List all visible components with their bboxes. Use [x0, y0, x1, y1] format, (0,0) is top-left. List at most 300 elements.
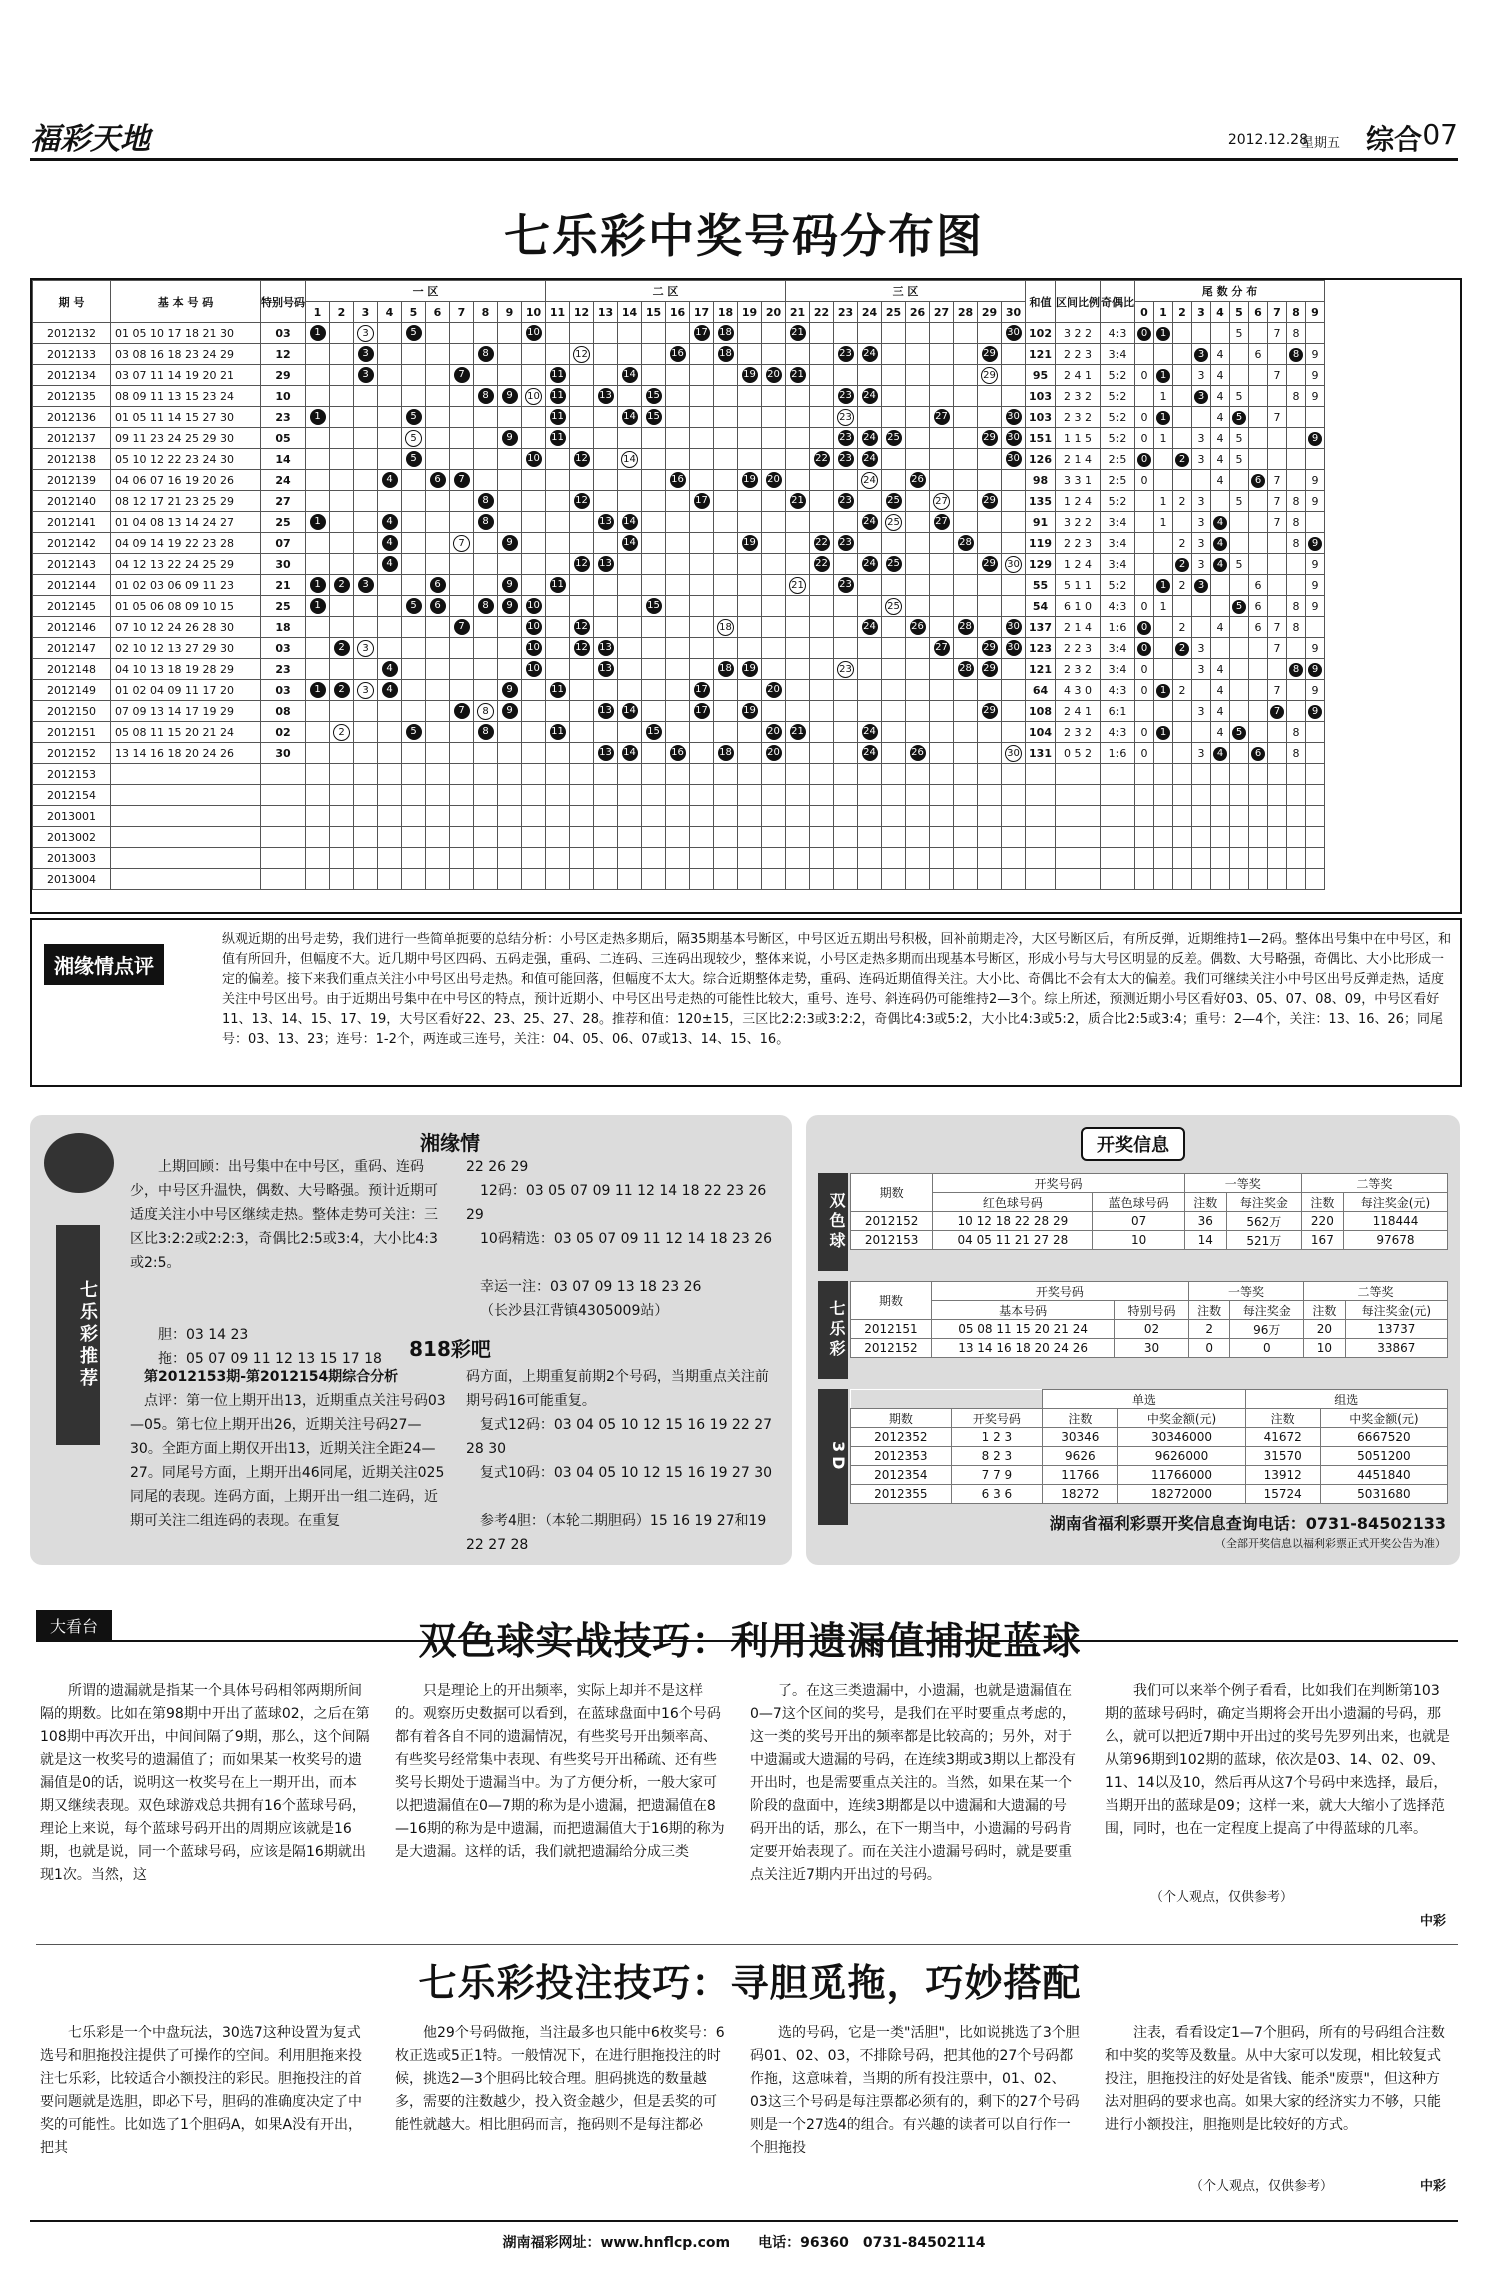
- cell-number: [450, 407, 474, 428]
- cell-tail: 1: [1154, 428, 1173, 449]
- cell-number: [522, 491, 546, 512]
- cell-number: [402, 617, 426, 638]
- cell-ratio: 5 1 1: [1056, 575, 1101, 596]
- cell-tail: [1249, 743, 1268, 764]
- cell-number: [594, 848, 618, 869]
- subheader-cell: 基本号码: [931, 1301, 1114, 1320]
- cell-number: [618, 386, 642, 407]
- cell-number: [906, 344, 930, 365]
- cell-number: [402, 575, 426, 596]
- cell-tail: [1154, 470, 1173, 491]
- cell-number: [306, 428, 330, 449]
- col-tail: 4: [1211, 302, 1230, 323]
- cell-number: [330, 344, 354, 365]
- drawn-ball: 3: [358, 346, 374, 362]
- table-row: [33, 512, 1325, 533]
- xyq-10-codes: 10码精选：03 05 07 09 11 12 14 18 23 26: [480, 1231, 773, 1247]
- cell-number: [858, 386, 882, 407]
- cell-period: 2012148: [33, 659, 111, 680]
- cell-number: [786, 764, 810, 785]
- cell-number: [570, 743, 594, 764]
- cell-number: [450, 617, 474, 638]
- cell-number: [594, 365, 618, 386]
- cell-number: [426, 827, 450, 848]
- cell-number: [858, 617, 882, 638]
- cell-number: [978, 638, 1002, 659]
- cell-tail: [1287, 575, 1306, 596]
- cell-number: [762, 827, 786, 848]
- cell-number: [642, 806, 666, 827]
- cell-number: [690, 701, 714, 722]
- cell-number: [810, 533, 834, 554]
- cell-number: [426, 512, 450, 533]
- cell-number: [618, 680, 642, 701]
- cell-number: [882, 743, 906, 764]
- cell-special: [261, 785, 306, 806]
- cell-number: [666, 617, 690, 638]
- xyq-station: （长沙县江背镇4305009站）: [480, 1303, 669, 1319]
- cell-number: [330, 554, 354, 575]
- drawn-ball: 4: [382, 661, 398, 677]
- cell-number: [738, 407, 762, 428]
- drawn-ball: 8: [478, 493, 494, 509]
- cell-number: [594, 722, 618, 743]
- cell-number: [882, 617, 906, 638]
- cell-tail: [1249, 470, 1268, 491]
- cell-number: [426, 449, 450, 470]
- table-cell: 10 12 18 22 28 29: [933, 1212, 1093, 1231]
- cell-period: 2012133: [33, 344, 111, 365]
- cell-number: [450, 785, 474, 806]
- cell-number: [450, 386, 474, 407]
- cell-number: [954, 701, 978, 722]
- cell-number: [690, 323, 714, 344]
- col-number: 4: [378, 302, 402, 323]
- cell-number: [930, 722, 954, 743]
- drawn-ball: 8: [478, 514, 494, 530]
- drawn-ball: 7: [454, 367, 470, 383]
- drawn-ball: 19: [742, 661, 758, 677]
- cell-number: [666, 722, 690, 743]
- cell-tail: 3: [1192, 428, 1211, 449]
- cell-number: [306, 344, 330, 365]
- drawn-ball: 6: [430, 577, 446, 593]
- cell-number: [426, 407, 450, 428]
- cell-number: [906, 659, 930, 680]
- cell-number: [786, 344, 810, 365]
- cell-special: 27: [261, 491, 306, 512]
- cell-sum: [1026, 869, 1056, 890]
- cell-number: [906, 407, 930, 428]
- tail-ball: 6: [1251, 747, 1265, 761]
- cell-number: [354, 827, 378, 848]
- cell-tail: [1249, 407, 1268, 428]
- subheader-cell: 开奖号码: [951, 1409, 1043, 1428]
- cell-number: [642, 323, 666, 344]
- cell-number: [690, 806, 714, 827]
- cell-number: [378, 701, 402, 722]
- b818-10-codes: 复式10码：03 04 05 10 12 15 16 19 27 30: [480, 1465, 773, 1481]
- col-number: 15: [642, 302, 666, 323]
- cell-number: [330, 680, 354, 701]
- cell-number: [978, 407, 1002, 428]
- cell-number: [522, 743, 546, 764]
- cell-period: 2012149: [33, 680, 111, 701]
- cell-ratio: [1056, 764, 1101, 785]
- cell-tail: [1230, 743, 1249, 764]
- col-number: 22: [810, 302, 834, 323]
- drawn-ball: 20: [766, 724, 782, 740]
- table-row: [33, 365, 1325, 386]
- cell-basic: [111, 848, 261, 869]
- col-tail: 5: [1230, 302, 1249, 323]
- cell-number: [570, 722, 594, 743]
- drawn-ball: 20: [766, 682, 782, 698]
- cell-number: [930, 533, 954, 554]
- col-tail: 8: [1287, 302, 1306, 323]
- cell-number: [330, 596, 354, 617]
- cell-number: [426, 701, 450, 722]
- cell-number: [426, 533, 450, 554]
- cell-number: [954, 785, 978, 806]
- cell-number: [858, 638, 882, 659]
- tail-ball: 4: [1213, 558, 1227, 572]
- cell-number: [978, 512, 1002, 533]
- cell-tail: [1173, 764, 1192, 785]
- cell-number: [906, 365, 930, 386]
- cell-number: [546, 512, 570, 533]
- cell-number: [642, 869, 666, 890]
- cell-ratio: 2 3 2: [1056, 386, 1101, 407]
- subheader-cell: 注数: [1184, 1193, 1226, 1212]
- cell-number: [954, 365, 978, 386]
- cell-number: [930, 344, 954, 365]
- cell-tail: [1287, 638, 1306, 659]
- cell-number: [354, 491, 378, 512]
- cell-number: [930, 869, 954, 890]
- cell-period: 2013004: [33, 869, 111, 890]
- drawn-ball: 21: [790, 724, 806, 740]
- cell-period: 2012143: [33, 554, 111, 575]
- cell-ratio: 0 5 2: [1056, 743, 1101, 764]
- table-row: [851, 1339, 1448, 1358]
- cell-tail: 3: [1192, 533, 1211, 554]
- cell-parity: 4:3: [1101, 722, 1135, 743]
- cell-number: [954, 596, 978, 617]
- cell-tail: [1287, 764, 1306, 785]
- cell-number: [306, 764, 330, 785]
- cell-number: [954, 512, 978, 533]
- cell-number: [378, 680, 402, 701]
- cell-tail: [1135, 554, 1154, 575]
- cell-period: 2013001: [33, 806, 111, 827]
- cell-number: [642, 764, 666, 785]
- tail-ball: 9: [1308, 705, 1322, 719]
- cell-tail: [1249, 365, 1268, 386]
- cell-tail: 0: [1135, 722, 1154, 743]
- cell-number: [426, 785, 450, 806]
- cell-tail: [1268, 554, 1287, 575]
- cell-number: [378, 785, 402, 806]
- cell-number: [978, 365, 1002, 386]
- cell-number: [402, 365, 426, 386]
- cell-number: [714, 764, 738, 785]
- cell-tail: [1192, 407, 1211, 428]
- cell-number: [834, 659, 858, 680]
- table-cell: 10: [1304, 1339, 1346, 1358]
- cell-number: [570, 617, 594, 638]
- cell-tail: 7: [1268, 491, 1287, 512]
- cell-number: [378, 449, 402, 470]
- tail-ball: 5: [1232, 411, 1246, 425]
- drawn-ball: 13: [598, 703, 614, 719]
- cell-period: 2012137: [33, 428, 111, 449]
- special-ball: 23: [837, 661, 854, 678]
- cell-number: [618, 659, 642, 680]
- cell-tail: 3: [1192, 701, 1211, 722]
- table-cell: 36: [1184, 1212, 1226, 1231]
- cell-tail: [1306, 659, 1325, 680]
- drawn-ball: 11: [550, 409, 566, 425]
- cell-number: [1002, 365, 1026, 386]
- table-row: [33, 344, 1325, 365]
- cell-number: [978, 470, 1002, 491]
- cell-tail: [1135, 764, 1154, 785]
- cell-number: [330, 743, 354, 764]
- cell-number: [954, 659, 978, 680]
- cell-number: [930, 764, 954, 785]
- cell-number: [354, 386, 378, 407]
- cell-number: [666, 701, 690, 722]
- cell-tail: [1230, 806, 1249, 827]
- cell-number: [594, 638, 618, 659]
- drawn-ball: 1: [310, 598, 326, 614]
- cell-number: [474, 638, 498, 659]
- cell-number: [786, 365, 810, 386]
- cell-tail: [1154, 617, 1173, 638]
- drawn-ball: 9: [502, 430, 518, 446]
- cell-number: [618, 617, 642, 638]
- cell-tail: [1154, 407, 1173, 428]
- cell-number: [762, 407, 786, 428]
- col-number: 25: [882, 302, 906, 323]
- cell-number: [978, 533, 1002, 554]
- cell-number: [978, 722, 1002, 743]
- cell-sum: 135: [1026, 491, 1056, 512]
- col-number: 24: [858, 302, 882, 323]
- cell-tail: 2: [1173, 575, 1192, 596]
- cell-number: [906, 449, 930, 470]
- cell-parity: 1:6: [1101, 743, 1135, 764]
- cell-number: [498, 659, 522, 680]
- cell-tail: [1192, 785, 1211, 806]
- table-row: [33, 659, 1325, 680]
- cell-number: [546, 638, 570, 659]
- cell-tail: 4: [1211, 659, 1230, 680]
- cell-number: [498, 491, 522, 512]
- cell-tail: 9: [1306, 680, 1325, 701]
- cell-number: [570, 533, 594, 554]
- tail-ball: 4: [1213, 516, 1227, 530]
- article2-title: 七乐彩投注技巧：寻胆觅拖，巧妙搭配: [418, 1960, 1082, 2005]
- cell-number: [714, 365, 738, 386]
- cell-number: [810, 743, 834, 764]
- cell-number: [618, 344, 642, 365]
- cell-number: [978, 491, 1002, 512]
- cell-tail: [1306, 806, 1325, 827]
- cell-period: 2012152: [33, 743, 111, 764]
- cell-sum: 95: [1026, 365, 1056, 386]
- table-cell: 7 7 9: [951, 1466, 1043, 1485]
- cell-tail: [1306, 827, 1325, 848]
- cell-number: [666, 512, 690, 533]
- cell-number: [1002, 596, 1026, 617]
- cell-number: [858, 554, 882, 575]
- table-cell: 2012354: [851, 1466, 952, 1485]
- cell-number: [570, 512, 594, 533]
- cell-number: [666, 428, 690, 449]
- cell-basic: 01 02 03 06 09 11 23: [111, 575, 261, 596]
- cell-number: [426, 470, 450, 491]
- cell-number: [498, 764, 522, 785]
- subheader-cell: 中奖金额(元): [1320, 1409, 1447, 1428]
- cell-number: [762, 806, 786, 827]
- cell-number: [690, 554, 714, 575]
- cell-parity: 3:4: [1101, 554, 1135, 575]
- cell-sum: 103: [1026, 386, 1056, 407]
- cell-parity: 4:3: [1101, 323, 1135, 344]
- subheader-cell: 注数: [1304, 1301, 1346, 1320]
- cell-number: [330, 365, 354, 386]
- cell-number: [426, 659, 450, 680]
- cell-number: [306, 827, 330, 848]
- cell-tail: [1135, 701, 1154, 722]
- cell-tail: [1173, 848, 1192, 869]
- cell-number: [642, 827, 666, 848]
- cell-period: 2012140: [33, 491, 111, 512]
- cell-number: [522, 827, 546, 848]
- cell-sum: 121: [1026, 659, 1056, 680]
- cell-number: [546, 365, 570, 386]
- cell-basic: 09 11 23 24 25 29 30: [111, 428, 261, 449]
- article1-col2: 只是理论上的开出频率，实际上却并不是这样的。观察历史数据可以看到，在蓝球盘面中16个号码都有着各自不同的遗漏情况，有些奖号开出频率高、有些奖号经常集中表现、有些奖号开出稀疏、还有些奖号长期处于遗漏当中。为了方便分析，一般大家可以把遗漏值在0—7期的称为是小遗漏，把遗漏值在8—16期的称为是中遗漏，而把遗漏值大于16期的称为是大遗漏。这样的话，我们就把遗漏给分成三类: [395, 1683, 725, 1860]
- table-cell: 2: [1188, 1320, 1230, 1339]
- cell-number: [330, 575, 354, 596]
- cell-tail: [1287, 806, 1306, 827]
- cell-number: [546, 806, 570, 827]
- cell-number: [354, 701, 378, 722]
- cell-tail: [1173, 722, 1192, 743]
- cell-tail: [1230, 365, 1249, 386]
- cell-number: [642, 554, 666, 575]
- cell-tail: [1173, 386, 1192, 407]
- table-cell: 14: [1184, 1231, 1226, 1250]
- cell-tail: [1306, 449, 1325, 470]
- drawn-ball: 11: [550, 682, 566, 698]
- cell-tail: [1154, 806, 1173, 827]
- cell-number: [834, 449, 858, 470]
- cell-number: [354, 554, 378, 575]
- cell-number: [498, 743, 522, 764]
- article2-col4: 注表，看看设定1—7个胆码，所有的号码组合注数和中奖的奖等及数量。从中大家可以发现，相比较复式投注，胆拖投注的好处是省钱、能杀"废票"，但这种方法对胆码的要求也高。如果大家的经济实力不够，只能进行小额投注，胆拖则是比较好的方式。: [1105, 2025, 1445, 2133]
- drawn-ball: 5: [406, 724, 422, 740]
- cell-number: [474, 869, 498, 890]
- cell-number: [450, 470, 474, 491]
- cell-number: [546, 407, 570, 428]
- cell-tail: 3: [1192, 659, 1211, 680]
- cell-number: [378, 617, 402, 638]
- cell-tail: 9: [1306, 386, 1325, 407]
- cell-parity: 3:4: [1101, 638, 1135, 659]
- cell-number: [762, 596, 786, 617]
- page-number: 07: [1422, 118, 1458, 151]
- cell-number: [570, 806, 594, 827]
- cell-number: [906, 701, 930, 722]
- subheader-cell: 蓝色球号码: [1093, 1193, 1184, 1212]
- newspaper-logo: 福彩天地: [30, 122, 150, 157]
- table-row: [33, 491, 1325, 512]
- cell-number: [666, 323, 690, 344]
- tail-ball: 0: [1137, 621, 1151, 635]
- cell-basic: [111, 827, 261, 848]
- cell-number: [642, 344, 666, 365]
- cell-basic: [111, 764, 261, 785]
- cell-period: 2012134: [33, 365, 111, 386]
- cell-tail: [1135, 512, 1154, 533]
- cell-tail: [1230, 827, 1249, 848]
- cell-number: [762, 701, 786, 722]
- col-number: 28: [954, 302, 978, 323]
- table-row: [33, 449, 1325, 470]
- ssq-h1: 开奖号码: [933, 1174, 1184, 1193]
- header-tail: 尾 数 分 布: [1135, 281, 1325, 302]
- cell-number: [834, 848, 858, 869]
- cell-tail: [1135, 638, 1154, 659]
- table-cell: 0: [1188, 1339, 1230, 1358]
- cell-number: [498, 722, 522, 743]
- cell-number: [642, 428, 666, 449]
- qlc-h1: 开奖号码: [931, 1282, 1188, 1301]
- cell-number: [402, 533, 426, 554]
- cell-number: [762, 470, 786, 491]
- cell-period: 2012147: [33, 638, 111, 659]
- table-cell: 2012153: [851, 1231, 933, 1250]
- cell-number: [450, 848, 474, 869]
- cell-number: [522, 533, 546, 554]
- table-row: [851, 1428, 1448, 1447]
- drawn-ball: 27: [934, 409, 950, 425]
- cell-number: [882, 449, 906, 470]
- cell-number: [354, 428, 378, 449]
- commentary-box: [30, 918, 1462, 1087]
- subheader-cell: 特别号码: [1115, 1301, 1189, 1320]
- cell-number: [762, 554, 786, 575]
- b818-repeat: 码方面，上期重复前期2个号码，当期重点关注前期号码16可能重复。: [466, 1369, 769, 1409]
- cell-number: [1002, 701, 1026, 722]
- cell-number: [930, 701, 954, 722]
- cell-number: [378, 323, 402, 344]
- cell-number: [810, 407, 834, 428]
- cell-number: [498, 386, 522, 407]
- cell-number: [498, 512, 522, 533]
- table-row: [851, 1485, 1448, 1504]
- cell-number: [810, 449, 834, 470]
- col-number: 7: [450, 302, 474, 323]
- drawn-ball: 1: [310, 409, 326, 425]
- cell-number: [882, 533, 906, 554]
- cell-number: [306, 323, 330, 344]
- cell-basic: 01 05 10 17 18 21 30: [111, 323, 261, 344]
